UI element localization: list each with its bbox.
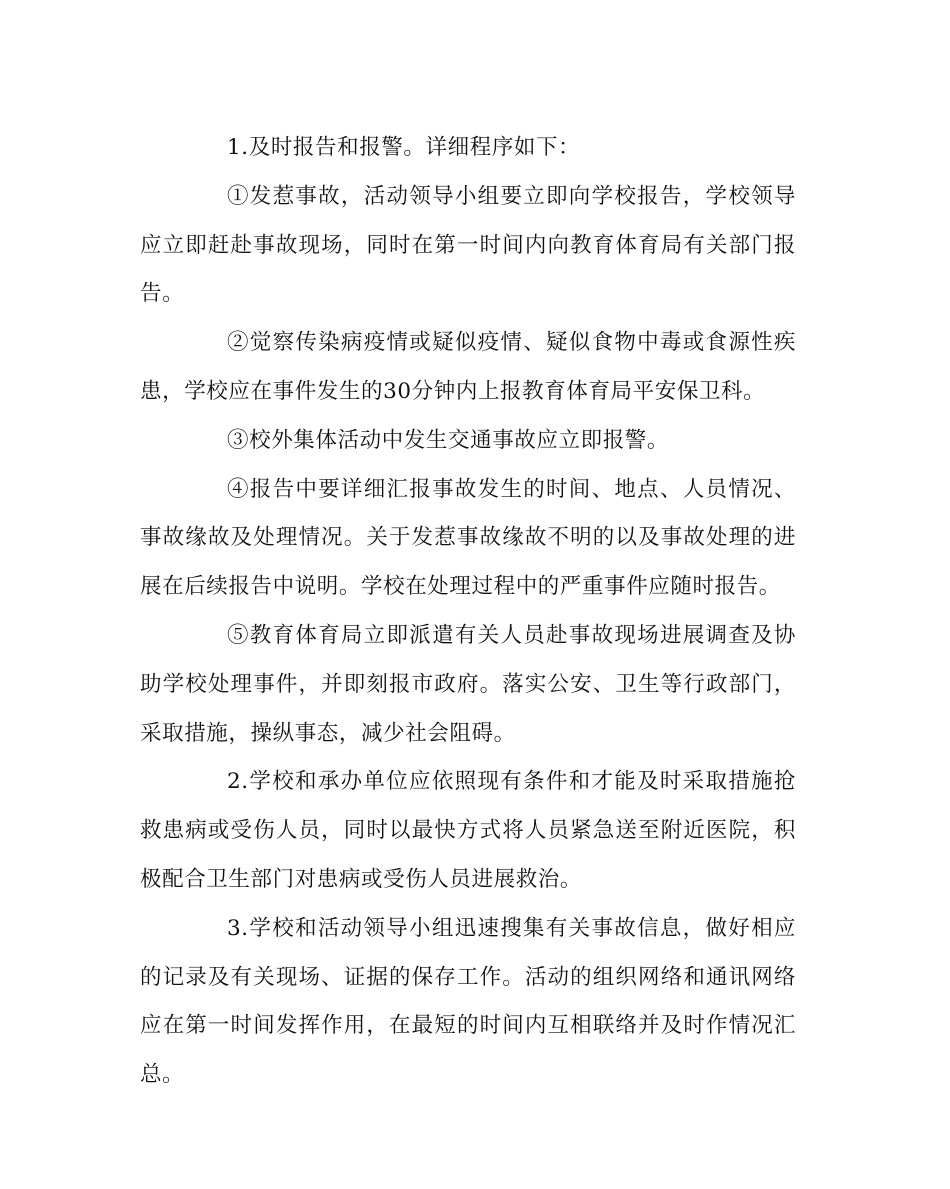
paragraph-item-3: ③校外集体活动中发生交通事故应立即报警。 (227, 427, 670, 453)
paragraph-item-1: ①发惹事故，活动领导小组要立即向学校报告，学校领导应立即赶赴事故现场，同时在第一时间内向教育体育局有关部门报告。 (140, 183, 796, 307)
paragraph-report-and-alarm: 1.及时报告和报警。详细程序如下： (227, 135, 581, 160)
paragraph-information-collection: 3.学校和活动领导小组迅速搜集有关事故信息，做好相应的记录及有关现场、证据的保存工作。活动的组织网络和通讯网络应在第一时间发挥作用，在最短的时间内互相联络并及时作情况汇总。 (140, 915, 796, 1088)
paragraph-item-5: ⑤教育体育局立即派遣有关人员赴事故现场进展调查及协助学校处理事件，并即刻报市政府。落实公安、卫生等行政部门，采取措施，操纵事态，减少社会阻碍。 (140, 622, 796, 746)
paragraph-item-2: ②觉察传染病疫情或疑似疫情、疑似食物中毒或食源性疾患，学校应在事件发生的30分钟内上报教育体育局平安保卫科。 (140, 330, 796, 404)
paragraph-rescue: 2.学校和承办单位应依照现有条件和才能及时采取措施抢救患病或受伤人员，同时以最快方式将人员紧急送至附近医院，积极配合卫生部门对患病或受伤人员进展救治。 (140, 769, 796, 892)
document-body (140, 124, 796, 1100)
paragraph-item-4: ④报告中要详细汇报事故发生的时间、地点、人员情况、事故缘故及处理情况。关于发惹事故缘故不明的以及事故处理的进展在后续报告中说明。学校在处理过程中的严重事件应随时报告。 (140, 476, 796, 600)
